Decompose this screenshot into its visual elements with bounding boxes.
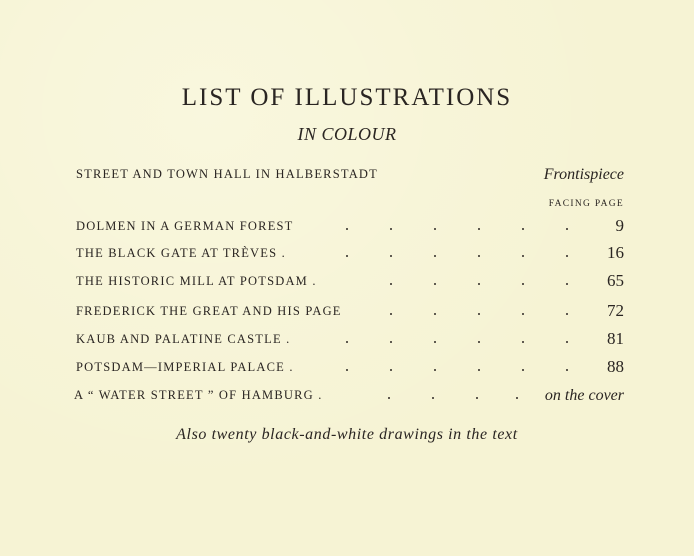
leader-dot — [434, 341, 436, 343]
facing-page-label: FACING PAGE — [548, 199, 624, 209]
entry-page: 81 — [607, 329, 624, 348]
dot-leaders — [74, 397, 624, 401]
leader-dot — [522, 228, 524, 230]
leader-dot — [434, 313, 436, 315]
frontispiece-entry — [76, 162, 624, 184]
leader-dot — [346, 255, 348, 257]
leader-dot — [346, 228, 348, 230]
dot-leaders — [76, 255, 624, 259]
dot-leaders — [76, 228, 624, 232]
list-item — [76, 241, 624, 263]
entry-page: 72 — [607, 301, 624, 320]
list-item — [76, 327, 624, 349]
entry-page: 65 — [607, 271, 624, 290]
leader-dot — [566, 341, 568, 343]
leader-dot — [434, 369, 436, 371]
entry-page: 88 — [607, 357, 624, 376]
dot-leaders — [76, 313, 624, 317]
leader-dot — [432, 397, 434, 399]
leader-dot — [522, 341, 524, 343]
section-subheading: IN COLOUR — [297, 124, 397, 144]
list-item — [76, 214, 624, 236]
entry-title: A “ WATER STREET ” OF HAMBURG . — [74, 388, 323, 402]
leader-dot — [478, 341, 480, 343]
leader-dot — [566, 283, 568, 285]
leader-dot — [522, 283, 524, 285]
list-item — [76, 299, 624, 321]
dot-leaders — [76, 341, 624, 345]
leader-dot — [434, 283, 436, 285]
entry-title: THE HISTORIC MILL AT POTSDAM . — [76, 274, 317, 288]
leader-dot — [522, 255, 524, 257]
list-item — [76, 269, 624, 291]
list-item — [74, 383, 624, 405]
leader-dot — [434, 228, 436, 230]
leader-dot — [522, 313, 524, 315]
entry-title: KAUB AND PALATINE CASTLE . — [76, 332, 291, 346]
entry-page: Frontispiece — [543, 166, 624, 183]
entry-page: 16 — [607, 243, 624, 262]
leader-dot — [516, 397, 518, 399]
entry-title: THE BLACK GATE AT TRÈVES . — [76, 246, 286, 260]
dot-leaders — [76, 369, 624, 373]
leader-dot — [388, 397, 390, 399]
leader-dot — [346, 369, 348, 371]
leader-dot — [390, 255, 392, 257]
leader-dot — [434, 255, 436, 257]
leader-dot — [476, 397, 478, 399]
leader-dot — [390, 369, 392, 371]
leader-dot — [478, 369, 480, 371]
leader-dot — [478, 255, 480, 257]
leader-dot — [390, 341, 392, 343]
list-item — [76, 355, 624, 377]
entry-page: 9 — [615, 216, 624, 235]
leader-dot — [390, 228, 392, 230]
leader-dot — [478, 228, 480, 230]
entry-title: FREDERICK THE GREAT AND HIS PAGE — [76, 304, 342, 318]
leader-dot — [390, 313, 392, 315]
footer-note: Also twenty black-and-white drawings in the text — [176, 426, 518, 443]
leader-dot — [478, 313, 480, 315]
leader-dot — [522, 369, 524, 371]
entry-title: DOLMEN IN A GERMAN FOREST — [76, 219, 294, 233]
leader-dot — [566, 255, 568, 257]
leader-dot — [566, 228, 568, 230]
leader-dot — [566, 369, 568, 371]
leader-dot — [390, 283, 392, 285]
dot-leaders — [76, 283, 624, 287]
entry-title: STREET AND TOWN HALL IN HALBERSTADT — [76, 167, 378, 181]
entry-title: POTSDAM—IMPERIAL PALACE . — [76, 360, 294, 374]
leader-dot — [346, 341, 348, 343]
leader-dot — [478, 283, 480, 285]
page-heading: LIST OF ILLUSTRATIONS — [181, 84, 513, 111]
leader-dot — [566, 313, 568, 315]
entry-page: on the cover — [544, 387, 624, 404]
